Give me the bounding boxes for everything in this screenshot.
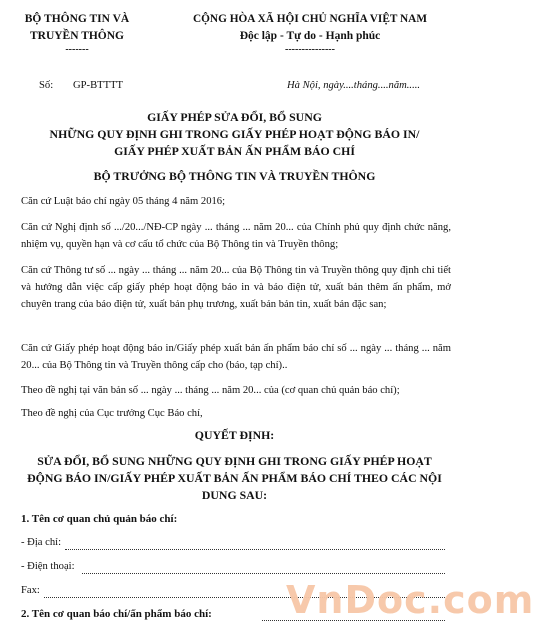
authority-title: BỘ TRƯỞNG BỘ THÔNG TIN VÀ TRUYỀN THÔNG: [93, 169, 376, 183]
decision-line2: ĐỘNG BÁO IN/GIẤY PHÉP XUẤT BẢN ẤN PHẨM BÁO CHÍ THEO CÁC NỘI: [27, 471, 442, 485]
doc-title-line1: GIẤY PHÉP SỬA ĐỔI, BỔ SUNG: [147, 110, 322, 124]
legal-basis-license: Căn cứ Giấy phép hoạt động báo in/Giấy phép xuất bản ấn phẩm báo chí số ... ngày ... tháng ... năm 20... của Bộ Thông tin và Truyền thông cấp cho (báo, tạp chí)..: [21, 343, 451, 371]
ministry-name-line1: BỘ THÔNG TIN VÀ: [24, 13, 130, 25]
number-value: GP-BTTTT: [73, 80, 124, 91]
place-date: Hà Nội, ngày....tháng....năm.....: [287, 80, 421, 91]
ministry-underline: -------: [65, 44, 89, 55]
nation-title: CỘNG HÒA XÃ HỘI CHỦ NGHĨA VIỆT NAM: [192, 13, 428, 25]
phone-label: - Điện thoại:: [21, 561, 75, 572]
proposal-department: Theo đề nghị của Cục trưởng Cục Báo chí,: [21, 408, 203, 419]
decision-line1: SỬA ĐỔI, BỔ SUNG NHỮNG QUY ĐỊNH GHI TRONG GIẤY PHÉP HOẠT: [37, 454, 432, 468]
address-label: - Địa chỉ:: [21, 537, 62, 548]
fax-label: Fax:: [21, 585, 40, 596]
doc-title-line3: GIẤY PHÉP XUẤT BẢN ẤN PHẨM BÁO CHÍ: [114, 144, 355, 158]
section-1-title: 1. Tên cơ quan chủ quản báo chí:: [21, 513, 178, 525]
section-2-title: 2. Tên cơ quan báo chí/ấn phẩm báo chí:: [21, 608, 212, 620]
number-label: Số:: [39, 80, 54, 91]
address-fill-line: [65, 549, 445, 550]
vndoc-watermark: VnDoc.com: [286, 578, 534, 622]
decision-heading: QUYẾT ĐỊNH:: [194, 428, 275, 442]
motto-underline: ---------------: [285, 44, 335, 55]
phone-fill-line: [82, 573, 445, 574]
legal-basis-circular: Căn cứ Thông tư số ... ngày ... tháng ... năm 20... của Bộ Thông tin và Truyền thông quy định chi tiết và hướng dẫn việc cấp giấy phép hoạt động báo in và báo điện tử, xuất bản thêm ấn phẩm, mở chuyên trang của báo điện tử, xuất bản phụ trương, xuất bản bản tin, xuất bản đặc san;: [21, 265, 451, 310]
legal-basis-decree: Căn cứ Nghị định số .../20.../NĐ-CP ngày ... tháng ... năm 20... của Chính phủ quy định chức năng, nhiệm vụ, quyền hạn và cơ cấu tổ chức của Bộ Thông tin và Truyền thông;: [21, 222, 451, 250]
legal-basis-law: Căn cứ Luật báo chí ngày 05 tháng 4 năm 2016;: [21, 196, 226, 207]
nation-motto: Độc lập - Tự do - Hạnh phúc: [239, 30, 381, 42]
doc-title-line2: NHỮNG QUY ĐỊNH GHI TRONG GIẤY PHÉP HOẠT ĐỘNG BÁO IN/: [49, 127, 420, 141]
decision-line3: DUNG SAU:: [201, 488, 268, 502]
proposal-organization: Theo đề nghị tại văn bản số ... ngày ... tháng ... năm 20... của (cơ quan chủ quản báo chí);: [21, 385, 400, 396]
ministry-name-line2: TRUYỀN THÔNG: [29, 30, 125, 42]
